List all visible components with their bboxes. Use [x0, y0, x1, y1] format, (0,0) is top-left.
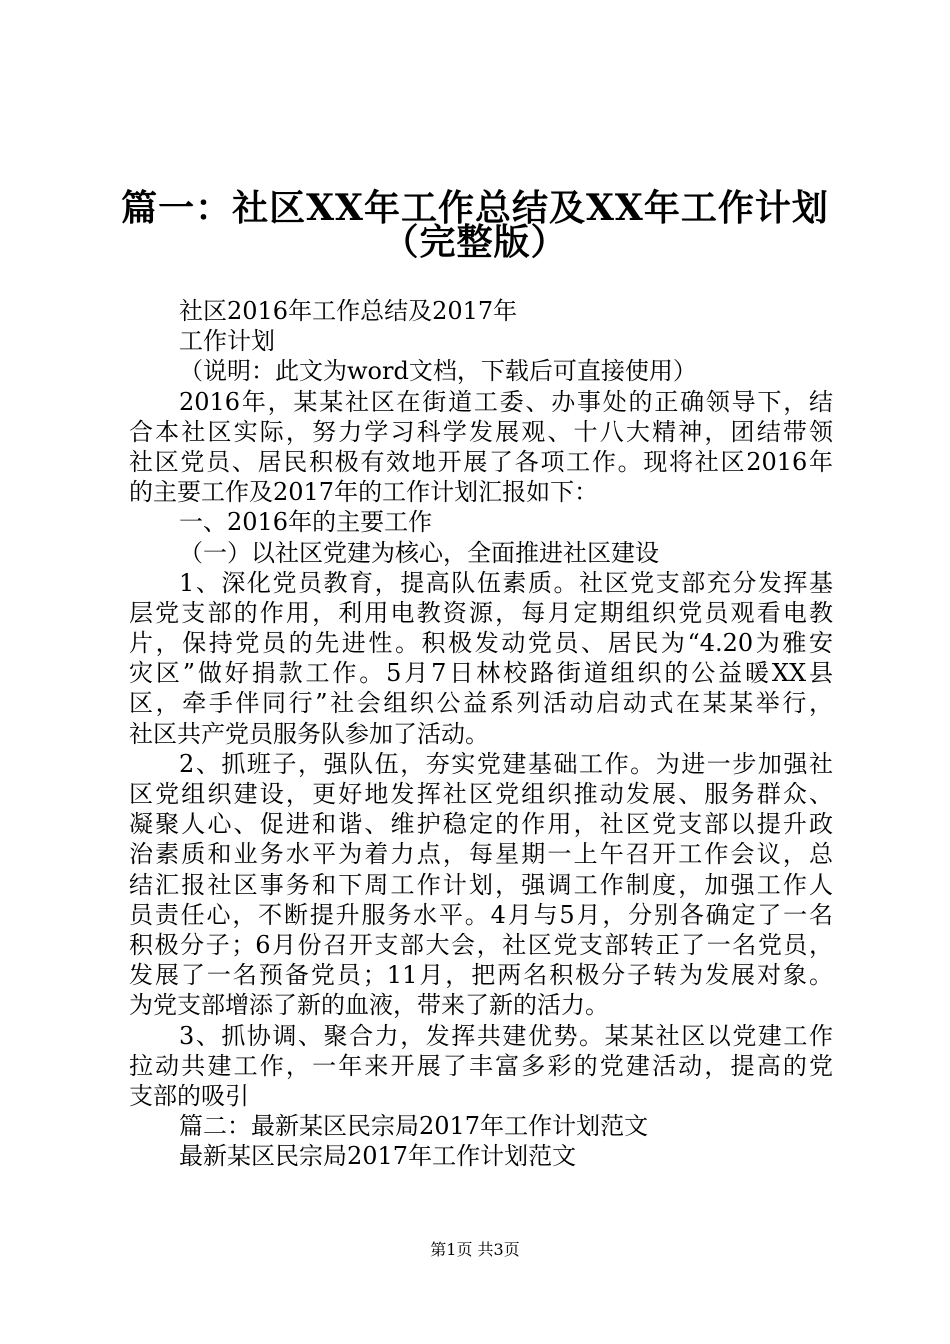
- text-line: 治素质和业务水平为着力点，每星期一上午召开工作会议，总: [129, 840, 833, 869]
- text-line: 片，保持党员的先进性。积极发动党员、居民为“4.20为雅安: [129, 629, 833, 658]
- text-line: 最新某区民宗局2017年工作计划范文: [179, 1142, 577, 1171]
- text-line: 工作计划: [179, 327, 275, 356]
- text-line: 结汇报社区事务和下周工作计划，强调工作制度，加强工作人: [129, 870, 833, 899]
- text-line: 篇二：最新某区民宗局2017年工作计划范文: [179, 1112, 649, 1141]
- text-line: 一、2016年的主要工作: [179, 508, 433, 537]
- text-line: 员责任心，不断提升服务水平。4月与5月，分别各确定了一名: [129, 900, 833, 929]
- page-footer: 第1页 共3页: [430, 1240, 520, 1259]
- text-line: 为党支部增添了新的血液，带来了新的活力。: [129, 991, 609, 1020]
- text-line: 拉动共建工作，一年来开展了丰富多彩的党建活动，提高的党: [129, 1051, 833, 1080]
- document-title-line-2: （完整版）: [382, 221, 568, 263]
- document-body: [129, 296, 833, 1171]
- text-line: 支部的吸引: [129, 1081, 249, 1110]
- text-line: 区党组织建设，更好地发挥社区党组织推动发展、服务群众、: [129, 780, 833, 808]
- text-line: 凝聚人心、促进和谐、维护稳定的作用，社区党支部以提升政: [129, 810, 833, 839]
- text-line: 发展了一名预备党员；11月，把两名积极分子转为发展对象。: [129, 961, 833, 990]
- text-line: 社区党员、居民积极有效地开展了各项工作。现将社区2016年: [129, 447, 833, 476]
- text-line: 2016年，某某社区在街道工委、办事处的正确领导下，结: [179, 387, 833, 416]
- text-line: 层党支部的作用，利用电教资源，每月定期组织党员观看电教: [129, 598, 833, 627]
- text-line: 区，牵手伴同行”社会组织公益系列活动启动式在某某举行，: [129, 689, 833, 718]
- text-line: 3、抓协调、聚合力，发挥共建优势。某某社区以党建工作: [179, 1021, 833, 1050]
- text-line: 积极分子；6月份召开支部大会，社区党支部转正了一名党员，: [129, 930, 833, 959]
- text-line: 合本社区实际，努力学习科学发展观、十八大精神，团结带领: [129, 417, 833, 446]
- text-line: （说明：此文为word文档，下载后可直接使用）: [179, 357, 697, 386]
- text-line: 的主要工作及2017年的工作计划汇报如下：: [129, 478, 599, 507]
- text-line: 社区2016年工作总结及2017年: [179, 297, 518, 325]
- document-title-line-1: 篇一：社区XX年工作总结及XX年工作计划: [121, 187, 829, 229]
- text-line: 灾区”做好捐款工作。5月7日林校路街道组织的公益暖XX县: [129, 659, 833, 688]
- text-line: （一）以社区党建为核心，全面推进社区建设: [179, 538, 659, 567]
- text-line: 1、深化党员教育，提高队伍素质。社区党支部充分发挥基: [179, 568, 833, 597]
- text-line: 2、抓班子，强队伍，夯实党建基础工作。为进一步加强社: [179, 749, 833, 778]
- text-line: 社区共产党员服务队参加了活动。: [129, 719, 489, 748]
